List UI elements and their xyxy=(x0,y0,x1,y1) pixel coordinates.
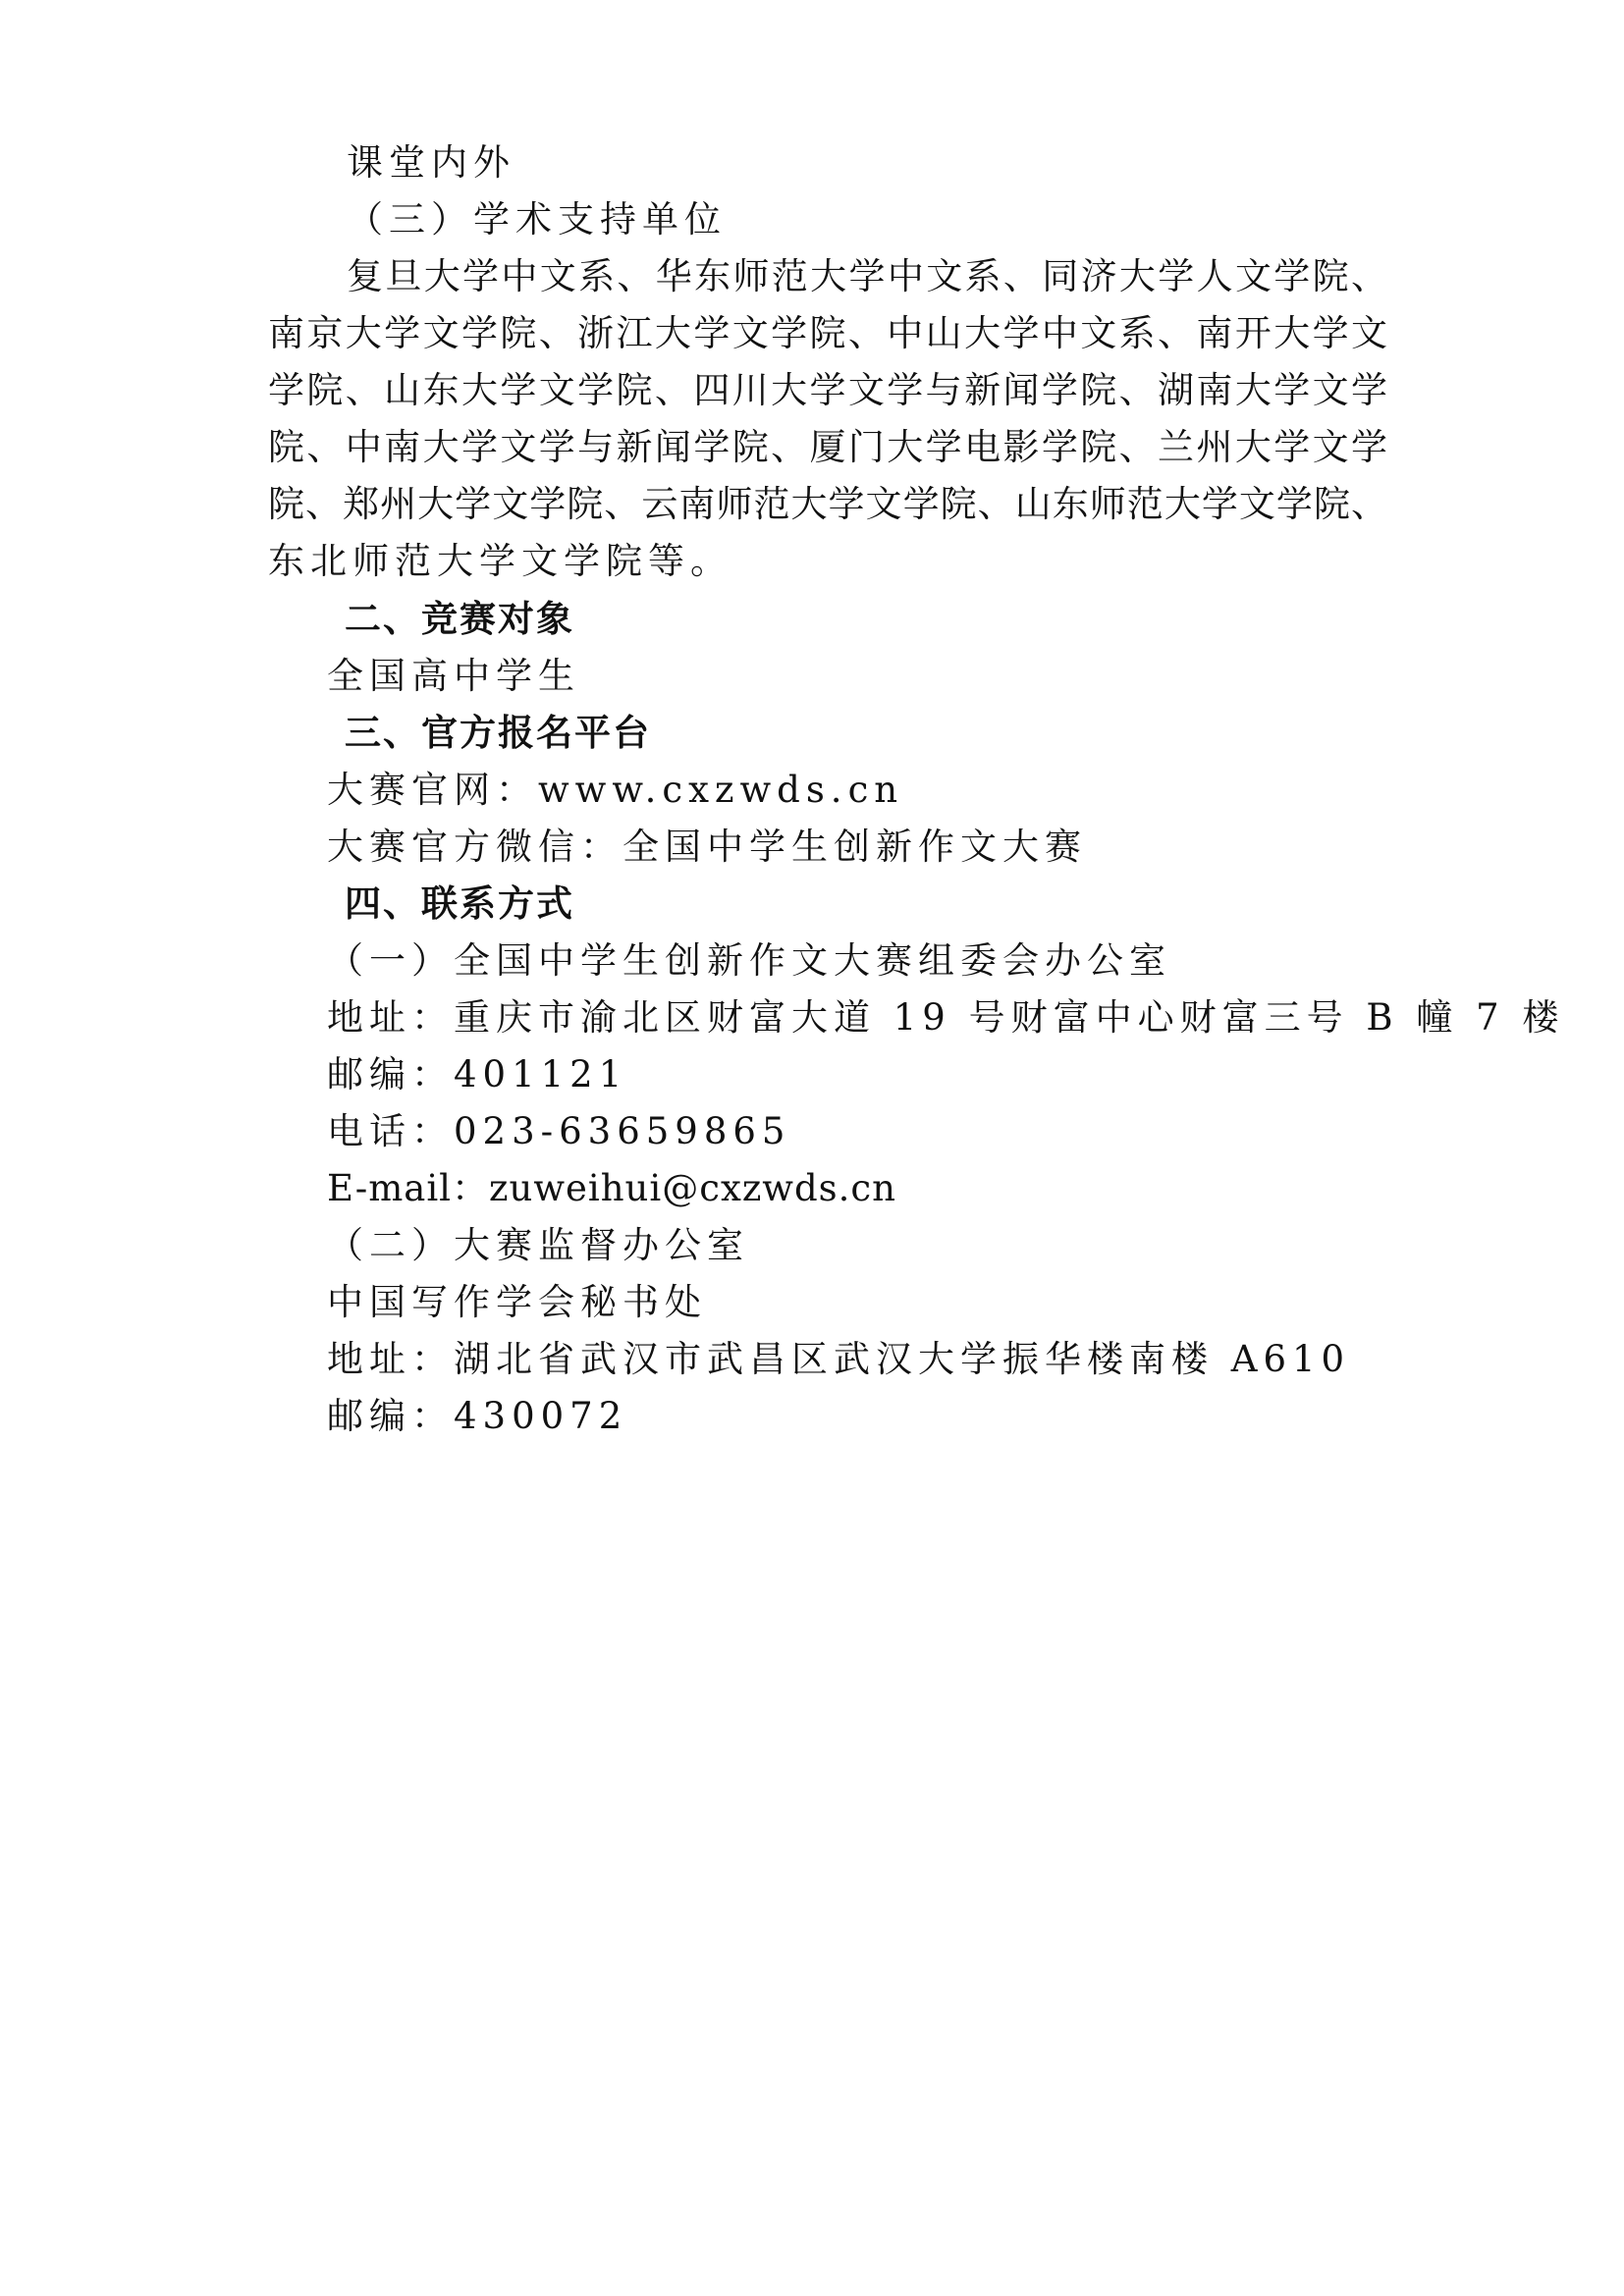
supervision-office-title: （二）大赛监督办公室 xyxy=(327,1224,749,1266)
top-line-text: 课堂内外 xyxy=(347,141,515,184)
supervision-org: 中国写作学会秘书处 xyxy=(327,1281,707,1323)
committee-phone: 电话：023-63659865 xyxy=(327,1110,791,1152)
academic-support-line-5: 院、郑州大学文学院、云南师范大学文学院、山东师范大学文学院、 xyxy=(268,483,1387,525)
academic-support-line-6: 东北师范大学文学院等。 xyxy=(268,540,732,582)
committee-email: E-mail：zuweihui@cxzwds.cn xyxy=(327,1167,896,1209)
academic-support-line-4: 院、中南大学文学与新闻学院、厦门大学电影学院、兰州大学文学 xyxy=(268,426,1387,468)
heading-competition-target: 二、竞赛对象 xyxy=(345,598,574,640)
heading-registration-platform: 三、官方报名平台 xyxy=(345,712,651,754)
academic-support-line-2: 南京大学文学院、浙江大学文学院、中山大学中文系、南开大学文 xyxy=(268,312,1387,354)
academic-support-line-3: 学院、山东大学文学院、四川大学文学与新闻学院、湖南大学文学 xyxy=(268,369,1387,411)
heading-contact: 四、联系方式 xyxy=(345,882,574,925)
supervision-postcode: 邮编：430072 xyxy=(327,1395,628,1437)
academic-support-title: （三）学术支持单位 xyxy=(347,198,727,240)
official-website-text: 大赛官网：www.cxzwds.cn xyxy=(327,769,904,811)
committee-postcode: 邮编：401121 xyxy=(327,1053,628,1095)
competition-target-text: 全国高中学生 xyxy=(327,655,580,697)
official-wechat-text: 大赛官方微信：全国中学生创新作文大赛 xyxy=(327,826,1087,868)
committee-address: 地址：重庆市渝北区财富大道 19 号财富中心财富三号 B 幢 7 楼 xyxy=(327,996,1565,1039)
supervision-address: 地址：湖北省武汉市武昌区武汉大学振华楼南楼 A610 xyxy=(327,1338,1351,1380)
academic-support-line-1: 复旦大学中文系、华东师范大学中文系、同济大学人文学院、 xyxy=(347,255,1387,297)
committee-office-title: （一）全国中学生创新作文大赛组委会办公室 xyxy=(327,939,1171,982)
